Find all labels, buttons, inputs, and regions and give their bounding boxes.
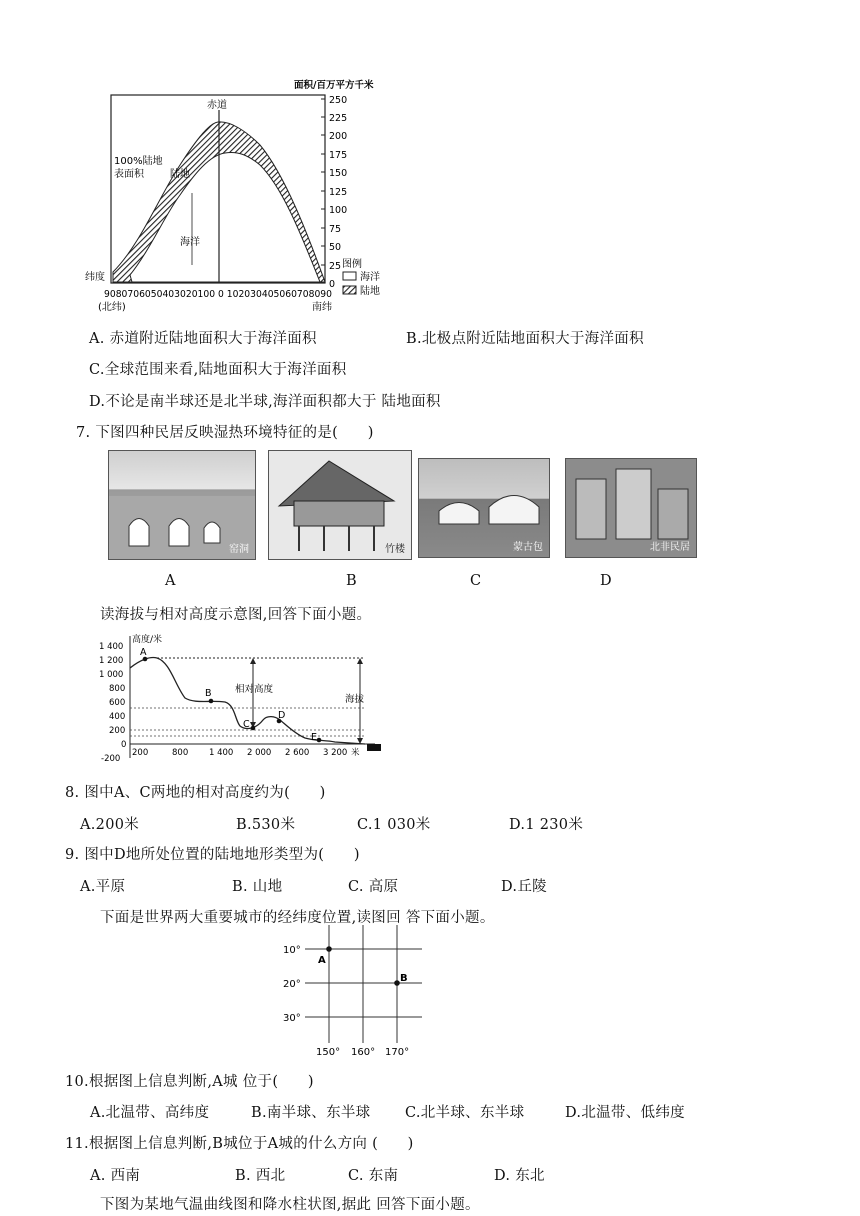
q9-option-b: B. 山地 bbox=[232, 879, 283, 895]
photo-caption: 北非民居 bbox=[650, 542, 690, 553]
q11-option-d: D. 东北 bbox=[494, 1168, 545, 1184]
lon-label: 160° bbox=[351, 1047, 376, 1058]
q8-option-b: B.530米 bbox=[236, 817, 296, 833]
area-ytick: 225 bbox=[329, 113, 348, 124]
area-ytick: 75 bbox=[329, 224, 342, 235]
legend-ocean: 海洋 bbox=[360, 272, 380, 283]
label-surface: 表面积 bbox=[114, 169, 144, 180]
q6-option-d: D.不论是南半球还是北半球,海洋面积都大于 陆地面积 bbox=[89, 394, 441, 410]
lat-label: 20° bbox=[283, 979, 301, 990]
elev-xtick: 1 400 bbox=[209, 748, 234, 758]
photo-caption: 窑洞 bbox=[229, 544, 249, 555]
q7-letter-b: B bbox=[346, 573, 357, 589]
lon-label: 170° bbox=[385, 1047, 410, 1058]
area-ytick: 100 bbox=[329, 205, 348, 216]
elev-ytick: 1 200 bbox=[99, 656, 124, 666]
q10-option-c: C.北半球、东半球 bbox=[405, 1105, 525, 1121]
area-ytick: 0 bbox=[329, 279, 336, 290]
q9-option-a: A.平原 bbox=[80, 879, 126, 895]
elev-ytick: 0 bbox=[121, 740, 127, 750]
photo-cave-dwelling bbox=[108, 450, 256, 560]
point-e: E bbox=[311, 732, 318, 743]
area-ytick: 175 bbox=[329, 150, 348, 161]
area-latitude-figure bbox=[80, 75, 400, 315]
q11-option-b: B. 西北 bbox=[235, 1168, 286, 1184]
intro-q12: 下图为某地气温曲线图和降水柱状图,据此 回答下面小题。 bbox=[100, 1197, 480, 1213]
q11-question: 11.根据图上信息判断,B城位于A城的什么方向 ( ) bbox=[65, 1136, 414, 1152]
q9-question: 9. 图中D地所处位置的陆地地形类型为( ) bbox=[65, 847, 360, 863]
area-ytick: 50 bbox=[329, 242, 342, 253]
label-latitude: 纬度 bbox=[85, 272, 105, 283]
photo-north-africa-house bbox=[565, 458, 697, 558]
q6-option-b: B.北极点附近陆地面积大于海洋面积 bbox=[406, 331, 644, 347]
elev-xtick: 200 bbox=[132, 748, 149, 758]
q6-option-c: C.全球范围来看,陆地面积大于海洋面积 bbox=[89, 362, 347, 378]
label-altitude: 海拔 bbox=[345, 694, 365, 705]
point-d: D bbox=[278, 710, 286, 721]
label-south: 南纬 bbox=[312, 302, 332, 313]
elev-xtick: 2 000 bbox=[247, 748, 272, 758]
elev-ytick: 1 400 bbox=[99, 642, 124, 652]
lat-label: 10° bbox=[283, 945, 301, 956]
city-a-label: A bbox=[318, 955, 326, 966]
q7-question: 7. 下图四种民居反映湿热环境特征的是( ) bbox=[76, 425, 374, 441]
legend-land-swatch bbox=[343, 286, 356, 294]
area-xticks: 9080706050403020100 0 102030405060708090 bbox=[104, 289, 332, 300]
elev-ytick: 400 bbox=[109, 712, 126, 722]
q8-option-d: D.1 230米 bbox=[509, 817, 584, 833]
label-ocean: 海洋 bbox=[180, 237, 200, 248]
legend-ocean-swatch bbox=[343, 272, 356, 280]
q10-option-a: A.北温带、高纬度 bbox=[90, 1105, 210, 1121]
equator-label: 赤道 bbox=[207, 100, 227, 111]
q8-option-c: C.1 030米 bbox=[357, 817, 431, 833]
area-ytick: 250 bbox=[329, 95, 348, 106]
area-ytick: 25 bbox=[329, 261, 342, 272]
elev-ytick: 600 bbox=[109, 698, 126, 708]
lon-label: 150° bbox=[316, 1047, 341, 1058]
elev-xtick: 2 600 bbox=[285, 748, 310, 758]
elev-ytick: 200 bbox=[109, 726, 126, 736]
elev-ylabel: 高度/米 bbox=[132, 635, 163, 645]
point-b: B bbox=[205, 688, 212, 699]
elev-ytick: 800 bbox=[109, 684, 126, 694]
q9-option-d: D.丘陵 bbox=[501, 879, 547, 895]
q8-option-a: A.200米 bbox=[80, 817, 140, 833]
label-north: (北纬) bbox=[98, 302, 126, 313]
elevation-figure bbox=[95, 630, 395, 765]
q8-question: 8. 图中A、C两地的相对高度约为( ) bbox=[65, 785, 326, 801]
elev-ytick: 1 000 bbox=[99, 670, 124, 680]
q7-letter-c: C bbox=[470, 573, 482, 589]
lat-label: 30° bbox=[283, 1013, 301, 1024]
legend-land: 陆地 bbox=[360, 286, 380, 297]
photo-caption: 蒙古包 bbox=[513, 542, 543, 553]
q10-option-d: D.北温带、低纬度 bbox=[565, 1105, 685, 1121]
area-ylabel: 面积/百万平方千米 bbox=[294, 80, 374, 91]
area-ytick: 200 bbox=[329, 131, 348, 142]
q10-option-b: B.南半球、东半球 bbox=[251, 1105, 371, 1121]
label-land: 陆地 bbox=[170, 169, 190, 180]
area-ytick: 150 bbox=[329, 168, 348, 179]
elev-xtick: 800 bbox=[172, 748, 189, 758]
intro-q8: 读海拔与相对高度示意图,回答下面小题。 bbox=[100, 607, 372, 623]
q9-option-c: C. 高原 bbox=[348, 879, 399, 895]
city-b-label: B bbox=[400, 973, 408, 984]
label-100pct: 100%陆地 bbox=[114, 156, 163, 167]
legend-title: 图例 bbox=[342, 259, 362, 270]
point-c: C bbox=[243, 719, 250, 730]
photo-bamboo-house bbox=[268, 450, 412, 560]
q7-letter-d: D bbox=[600, 573, 612, 589]
q11-option-a: A. 西南 bbox=[90, 1168, 141, 1184]
elev-xtick: 3 200 bbox=[323, 748, 348, 758]
q11-option-c: C. 东南 bbox=[348, 1168, 399, 1184]
point-a: A bbox=[140, 647, 147, 658]
photo-yurt bbox=[418, 458, 550, 558]
q10-question: 10.根据图上信息判断,A城 位于( ) bbox=[65, 1074, 314, 1090]
photo-caption: 竹楼 bbox=[385, 544, 405, 555]
elev-ytick: -200 bbox=[101, 754, 121, 764]
q6-option-a: A. 赤道附近陆地面积大于海洋面积 bbox=[89, 331, 317, 347]
area-ytick: 125 bbox=[329, 187, 348, 198]
lat-lon-grid-figure bbox=[280, 925, 430, 1060]
label-relative-height: 相对高度 bbox=[235, 684, 274, 695]
elev-xunit: 米 bbox=[351, 748, 360, 758]
intro-q10: 下面是世界两大重要城市的经纬度位置,读图回 答下面小题。 bbox=[100, 910, 495, 926]
q7-letter-a: A bbox=[165, 573, 176, 589]
